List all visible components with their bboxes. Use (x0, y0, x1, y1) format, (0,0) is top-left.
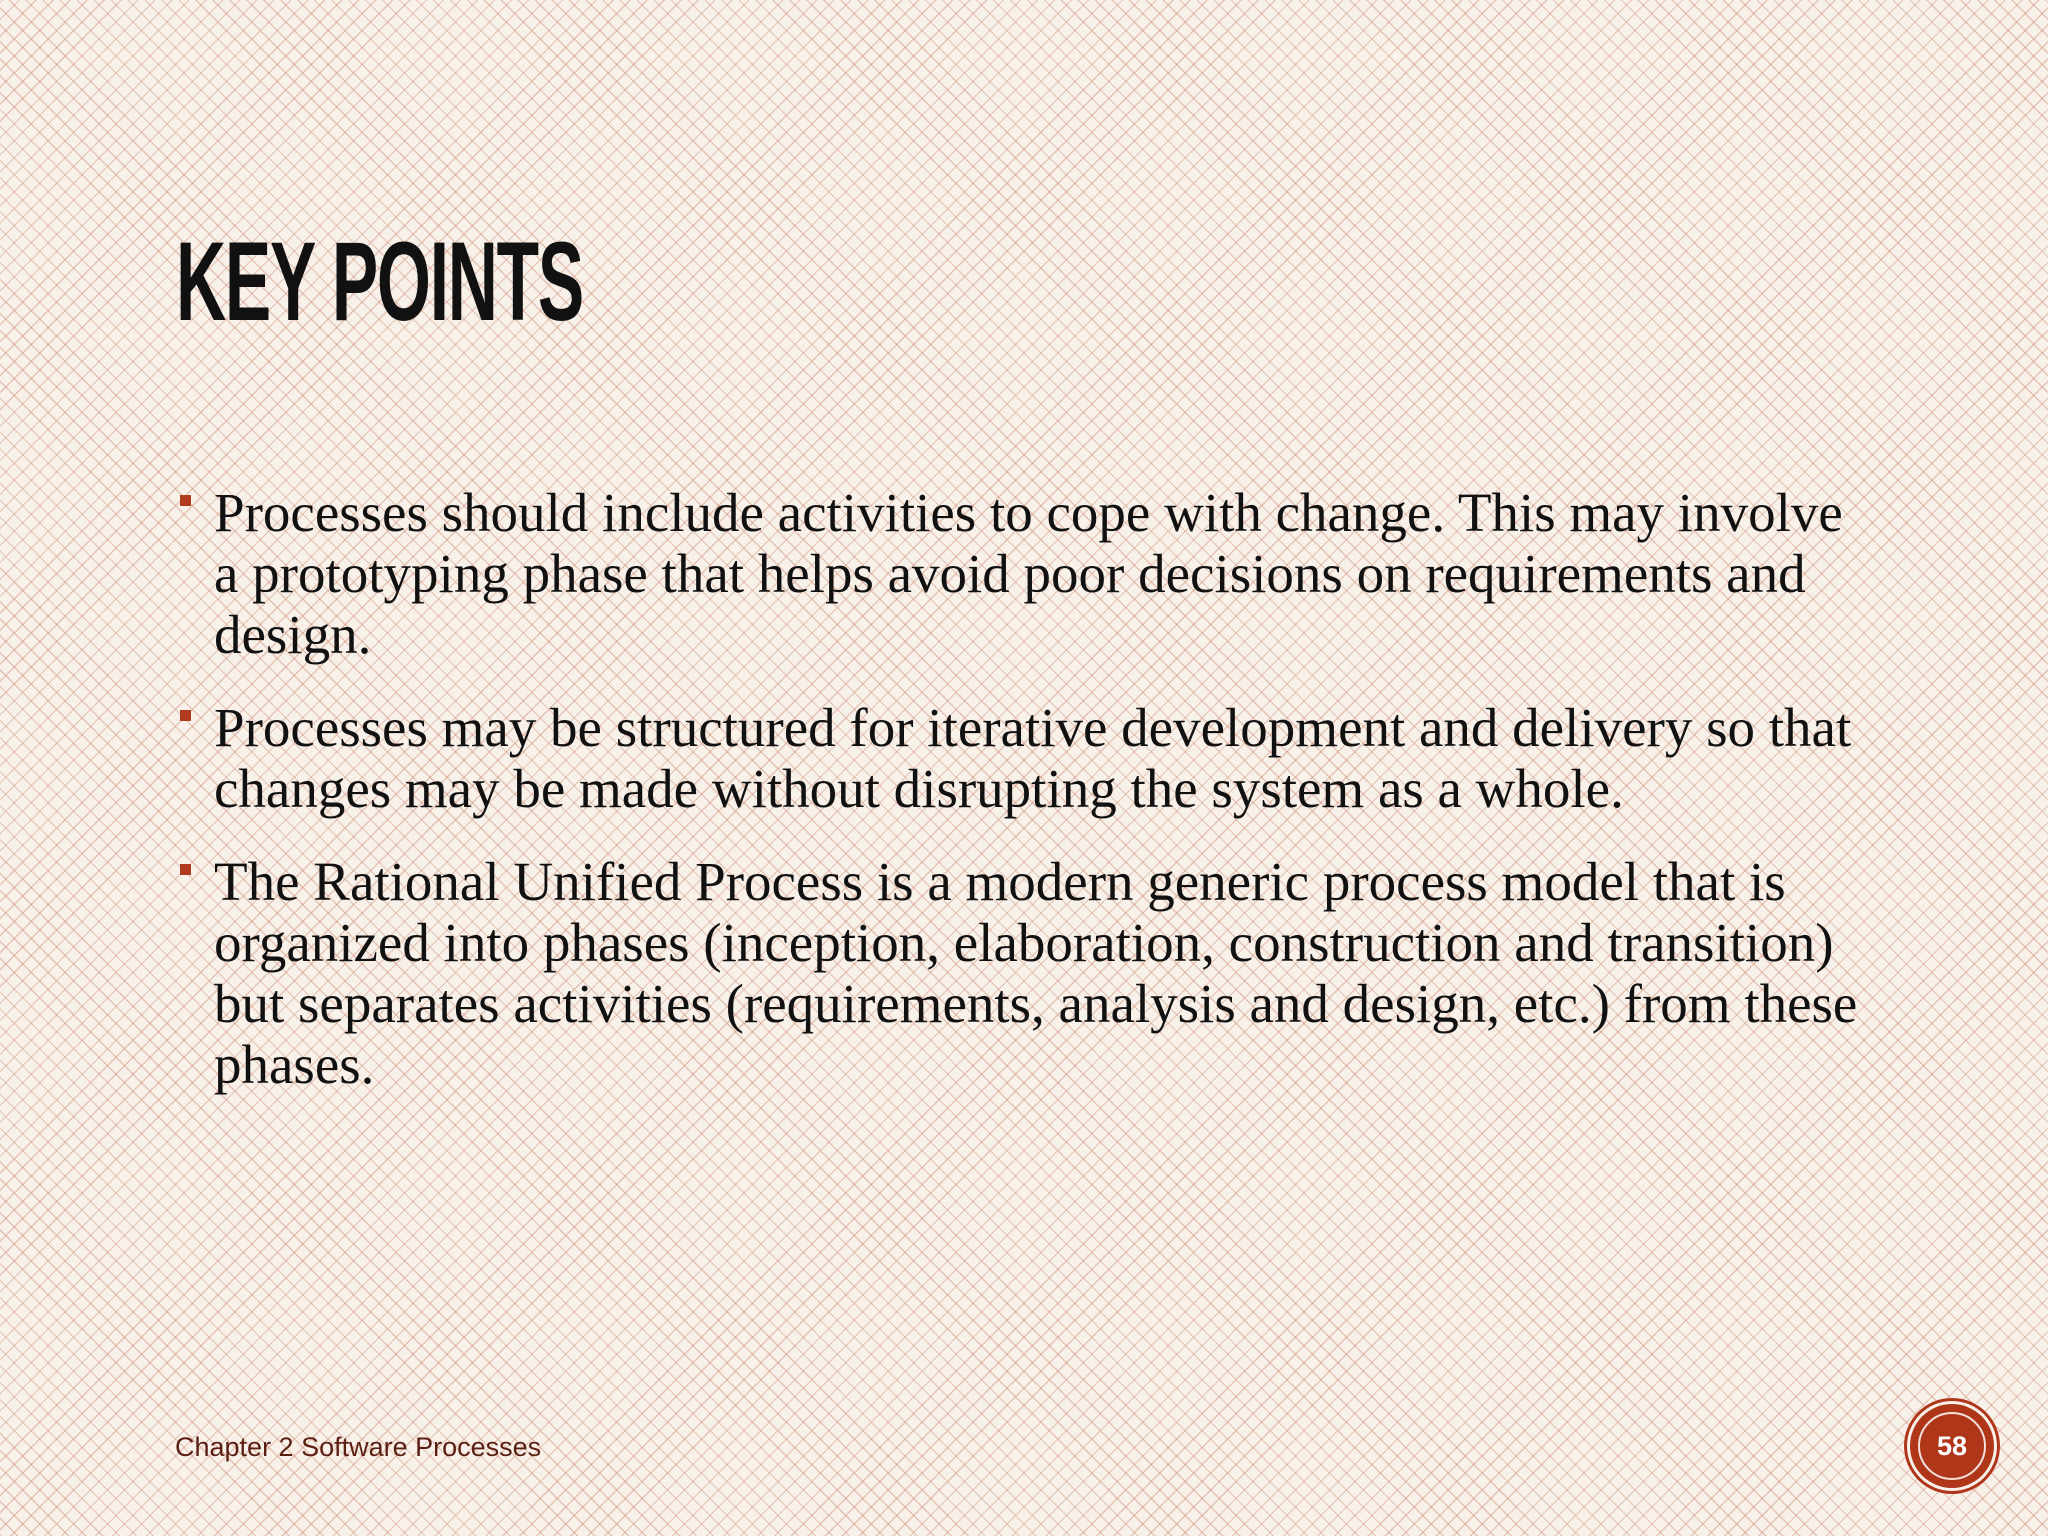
square-bullet-icon (180, 864, 191, 875)
bullet-item (176, 851, 1876, 1095)
bullet-text: The Rational Unified Process is a modern generic process model that is organized into phases (inception, elaboration, construction and transition) but separates activities (requirements, analysis and design, etc.) from these phases. (214, 851, 1858, 1095)
page-number-badge (1910, 1404, 1994, 1488)
page-number: 58 (1936, 1431, 1968, 1461)
footer-chapter-label: Chapter 2 Software Processes (175, 1432, 542, 1462)
square-bullet-icon (180, 710, 191, 721)
slide-title: KEY POINTS (176, 219, 583, 344)
bullet-list (176, 482, 1876, 1127)
bullet-text: Processes may be structured for iterative development and delivery so that changes may be made without disrupting the system as a whole. (214, 697, 1852, 819)
bullet-item (176, 697, 1876, 819)
square-bullet-icon (180, 495, 191, 506)
bullet-text: Processes should include activities to cope with change. This may involve a prototyping phase that helps avoid poor decisions on requirements and design. (214, 482, 1843, 665)
bullet-item (176, 482, 1876, 665)
